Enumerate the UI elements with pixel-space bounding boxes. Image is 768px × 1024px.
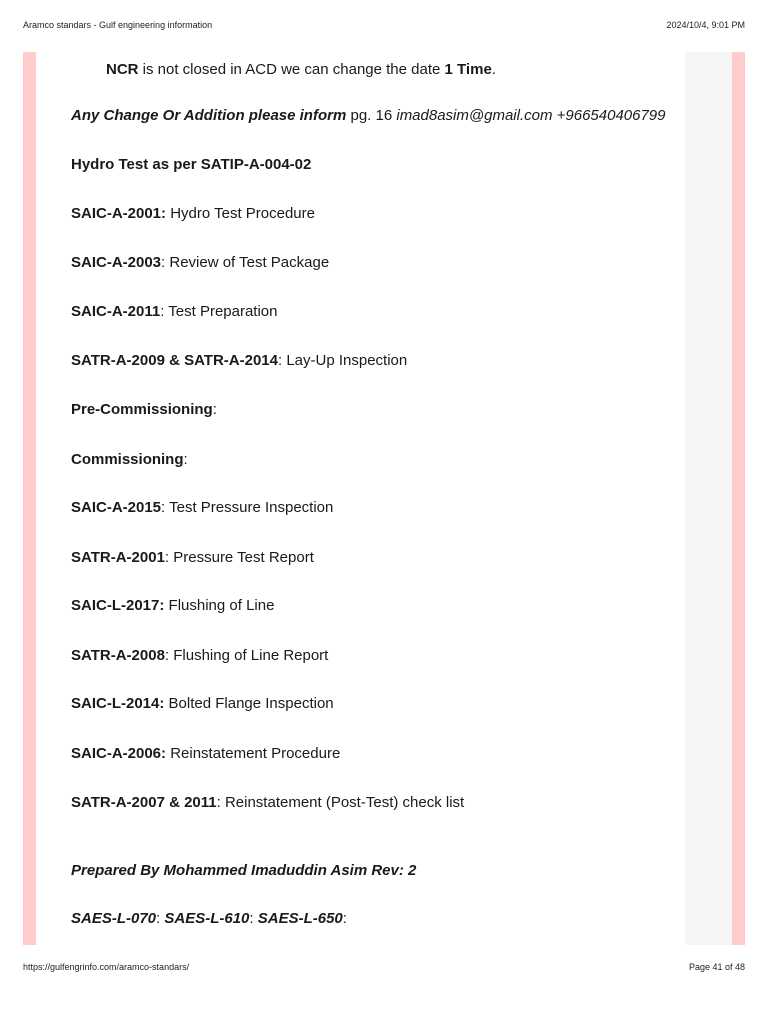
list-item (71, 253, 329, 273)
list-item (71, 351, 407, 371)
item-code: SATR-A-2001 (71, 549, 165, 566)
item-code: SAIC-L-2017: (71, 597, 165, 614)
list-item (71, 548, 314, 568)
notice-contact[interactable]: imad8asim@gmail.com +966540406799 (396, 107, 666, 124)
item-code: Pre-Commissioning (71, 401, 213, 418)
saes-ref-2: SAES-L-610 (164, 910, 250, 927)
item-desc: : Lay-Up Inspection (278, 352, 408, 369)
list-item (71, 302, 278, 322)
hydro-title-text: Hydro Test as per SATIP-A-004-02 (71, 156, 312, 173)
header-timestamp: 2024/10/4, 9:01 PM (666, 20, 745, 30)
item-code: SATR-A-2008 (71, 647, 165, 664)
item-code: SATR-A-2009 & SATR-A-2014 (71, 352, 278, 369)
item-desc: Flushing of Line (164, 597, 275, 614)
contact-notice (71, 106, 666, 126)
item-code: Commissioning (71, 451, 184, 468)
item-desc: : Flushing of Line Report (164, 647, 329, 664)
saes-sep-1: : (156, 910, 165, 927)
item-desc: : Test Preparation (160, 303, 278, 320)
item-desc: : Reinstatement (Post-Test) check list (216, 794, 465, 811)
list-item (71, 204, 315, 224)
item-code: SATR-A-2007 & 2011 (71, 794, 217, 811)
item-desc: Hydro Test Procedure (166, 205, 315, 222)
ncr-label: NCR (106, 61, 139, 78)
item-code: SAIC-A-2011 (71, 303, 161, 320)
list-item (71, 400, 217, 420)
item-code: SAIC-L-2014: (71, 695, 165, 712)
ncr-note (106, 60, 496, 80)
prepared-by-text: Prepared By Mohammed Imaduddin Asim Rev: 2 (71, 862, 417, 879)
item-desc: : Pressure Test Report (164, 549, 314, 566)
item-code: SAIC-A-2003 (71, 254, 162, 271)
footer-url[interactable]: https://gulfengrinfo.com/aramco-standars/ (23, 962, 190, 972)
item-desc: Reinstatement Procedure (166, 745, 341, 762)
item-desc: : (212, 401, 217, 418)
saes-references (71, 909, 347, 929)
ncr-period: . (491, 61, 496, 78)
saes-sep-2: : (249, 910, 258, 927)
item-desc: Bolted Flange Inspection (164, 695, 334, 712)
item-desc: : Test Pressure Inspection (161, 499, 334, 516)
list-item (71, 793, 464, 813)
saes-ref-1: SAES-L-070 (71, 910, 157, 927)
list-item (71, 744, 340, 764)
list-item (71, 694, 334, 714)
footer-page-number: Page 41 of 48 (688, 962, 745, 972)
list-item (71, 450, 188, 470)
saes-ref-3: SAES-L-650 (257, 910, 343, 927)
header-title: Aramco standars - Gulf engineering information (23, 20, 213, 30)
notice-lead: Any Change Or Addition please inform (71, 107, 347, 124)
hydro-test-title (71, 155, 311, 175)
item-desc: : (183, 451, 188, 468)
item-code: SAIC-A-2015 (71, 499, 162, 516)
item-code: SAIC-A-2001: (71, 205, 167, 222)
ncr-text: is not closed in ACD we can change the date (138, 61, 445, 78)
item-desc: : Review of Test Package (161, 254, 330, 271)
list-item (71, 646, 328, 666)
page-footer (23, 962, 745, 972)
prepared-by (71, 861, 416, 881)
item-code: SAIC-A-2006: (71, 745, 167, 762)
list-item (71, 498, 333, 518)
ncr-times: 1 Time (444, 61, 492, 78)
notice-page: pg. 16 (346, 107, 397, 124)
list-item (71, 596, 274, 616)
saes-sep-3: : (342, 910, 347, 927)
